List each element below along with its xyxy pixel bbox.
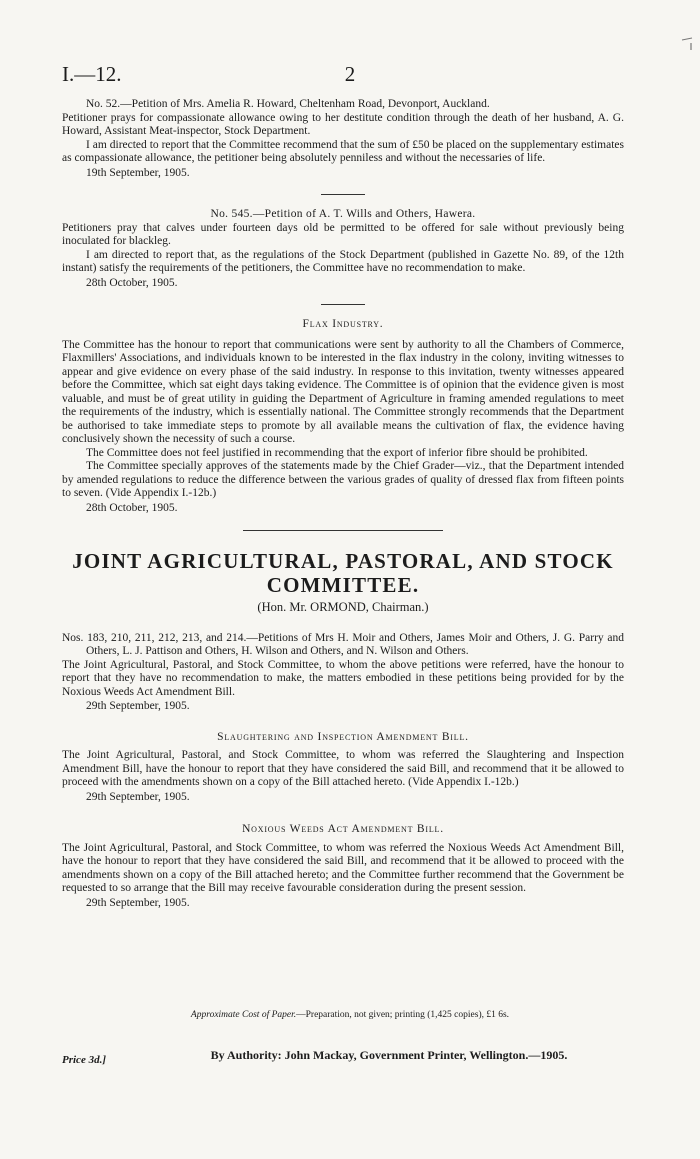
noxious-weeds-bill-heading: Noxious Weeds Act Amendment Bill. <box>242 823 444 835</box>
petitions-183-214-date: 29th September, 1905. <box>86 700 190 712</box>
section-divider <box>321 304 365 305</box>
cost-of-paper-note <box>62 1010 638 1020</box>
slaughtering-bill-section <box>62 749 624 804</box>
flax-industry-para-1: The Committee has the honour to report that communications were sent by authority to all the Chambers of Commerce, Flaxmillers' Associations, and individuals known to be interested in the flax industry in the colony, inviting witnesses to appear and give evidence on every phase of the said industry. In response to this invitation, twenty witnesses appeared before the Committee, which sat eight days taking evidence. The Committee is of opinion that the evidence given is most valuable, and must be of great utility in guiding the Department of Agriculture in framing amended regulations to meet the requirements of the industry, which is essentially national. The Committee strongly recommends that the Department be authorised to take immediate steps to promote by all available means the cultivation of flax, the evidence having conclusively shown the necessity of such a course. <box>62 338 624 445</box>
noxious-weeds-bill-date: 29th September, 1905. <box>86 896 190 909</box>
flax-industry-para-2: The Committee does not feel justified in recommending that the export of inferior fibre should be prohibited. <box>86 446 588 459</box>
petition-52-heading: No. 52.—Petition of Mrs. Amelia R. Howard, Cheltenham Road, Devonport, Auckland. <box>86 98 490 110</box>
page-corner-mark <box>680 36 694 52</box>
committee-chairman: (Hon. Mr. ORMOND, Chairman.) <box>257 600 429 614</box>
noxious-weeds-bill-report: The Joint Agricultural, Pastoral, and Stock Committee, to whom was referred the Noxious Weeds Act Amendment Bill, have the honour to report that they have considered the said Bill, and recommend that it be allowed to proceed with the amendments shown on a copy of the Bill attached hereto; and the Committee further recommend that the Government be requested to so arrange that the Bill may receive favourable consideration during the present session. <box>62 841 624 894</box>
petition-52-report: I am directed to report that the Committee recommend that the sum of £50 be placed on the supplementary estimates as compassionate allowance, the petitioner being absolutely penniless and without the necessaries of life. <box>62 138 624 164</box>
cost-of-paper-label: Approximate Cost of Paper. <box>190 1010 297 1020</box>
page-number: 2 <box>344 62 356 86</box>
petition-52-prayer: Petitioner prays for compassionate allowance owing to her destitute condition through the death of her husband, A. G. Howard, Assistant Meat-inspector, Stock Department. <box>62 111 624 137</box>
flax-industry-date: 28th October, 1905. <box>86 501 178 514</box>
page-header <box>62 62 638 86</box>
petition-52-section <box>62 98 624 180</box>
petition-545-report: I am directed to report that, as the regulations of the Stock Department (published in Gazette No. 89, of the 12th instant) satisfy the requirements of the petitioners, the Committee have no recommendation to make. <box>62 248 624 274</box>
petitions-183-214-report: The Joint Agricultural, Pastoral, and Stock Committee, to whom the above petitions were referred, have the honour to report that they have no recommendation to make, the matters embodied in these petitions being provided for by the Noxious Weeds Act Amendment Bill. <box>62 658 624 698</box>
slaughtering-bill-report: The Joint Agricultural, Pastoral, and Stock Committee, to whom was referred the Slaughtering and Inspection Amendment Bill, have the honour to report that they have considered the said Bill, and recommend that it be allowed to proceed with the amendments shown on a copy of the Bill attached hereto. (Vide Appendix I.-12b.) <box>62 749 624 788</box>
flax-industry-section <box>62 318 624 515</box>
section-divider <box>321 194 365 195</box>
petition-545-prayer: Petitioners pray that calves under fourteen days old be permitted to be offered for sale without previously being inoculated for blackleg. <box>62 221 624 247</box>
petition-545-heading: No. 545.—Petition of A. T. Wills and Others, Hawera. <box>210 208 476 220</box>
petition-545-section <box>62 208 624 290</box>
flax-industry-heading: Flax Industry. <box>302 318 384 330</box>
slaughtering-bill-date: 29th September, 1905. <box>86 790 190 803</box>
price-note: Price 3d.] <box>62 1054 106 1066</box>
flax-industry-para-3: The Committee specially approves of the statements made by the Chief Grader—viz., that the Department intended by amended regulations to reduce the difference between the various grades of quality of dressed flax from fifteen points to seven. (Vide Appendix I.-12b.) <box>62 460 624 499</box>
noxious-weeds-bill-section <box>62 842 624 911</box>
joint-committee-title: JOINT AGRICULTURAL, PASTORAL, AND STOCK COMMITTEE. <box>72 549 614 597</box>
petition-545-date: 28th October, 1905. <box>86 276 178 289</box>
petitions-183-214-section <box>62 632 624 714</box>
document-body <box>62 98 624 910</box>
printer-authority: By Authority: John Mackay, Government Printer, Wellington.—1905. <box>210 1048 568 1062</box>
major-section-divider <box>243 530 443 531</box>
document-reference: I.—12. <box>62 62 122 86</box>
petitions-183-214-heading: Nos. 183, 210, 211, 212, 213, and 214.—Petitions of Mrs H. Moir and Others, James Moir and Others, J. G. Parry and Others, L. J. Pattison and Others, H. Wilson and Others, and N. Wilson and Others. <box>62 631 624 657</box>
cost-of-paper-text: —Preparation, not given; printing (1,425 copies), £1 6s. <box>296 1010 510 1020</box>
petition-52-date: 19th September, 1905. <box>86 166 190 179</box>
slaughtering-bill-heading: Slaughtering and Inspection Amendment Bill. <box>217 730 469 743</box>
